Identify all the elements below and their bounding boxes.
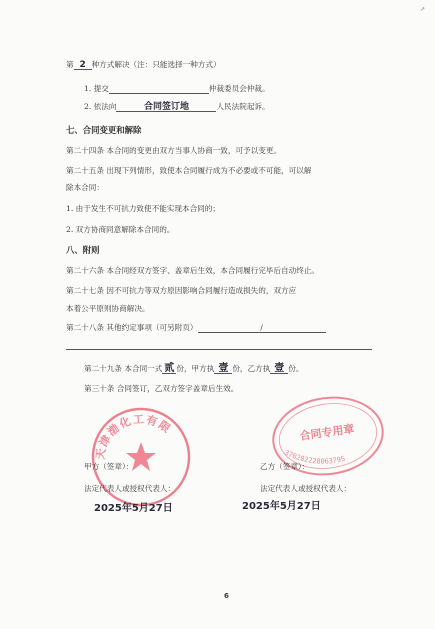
- article-27-line1: 第二十七条 因不可抗力等双方原因影响合同履行造成损失的，双方应: [66, 286, 297, 295]
- corner-mark: ↗: [420, 6, 426, 13]
- article-25-line2: 除本合同：: [66, 183, 104, 192]
- party-b-date: 2025年5月27日: [242, 501, 321, 512]
- dispute-lead-prefix: 第: [66, 60, 74, 69]
- seal-b-label: 合同专用章: [298, 422, 356, 443]
- seal-a-text: 天津渤化工有限: [93, 412, 174, 461]
- article-26: 第二十六条 本合同经双方签字、盖章后生效，本合同履行完毕后自动终止。: [66, 266, 320, 275]
- article-25-item1: 1. 由于发生不可抗力致使不能实现本合同的；: [66, 204, 220, 213]
- section7-heading: 七、合同变更和解除: [66, 125, 142, 135]
- article-29-c: 份，乙方执: [232, 364, 271, 373]
- article-28: [66, 323, 326, 333]
- party-a-label: 甲方（签章）：: [84, 462, 134, 471]
- option1-prefix: 1. 提交: [84, 84, 109, 93]
- divider-line: [66, 349, 372, 350]
- article-28-fill: /: [198, 323, 326, 333]
- option2-suffix: 人民法院起诉。: [216, 102, 270, 111]
- dispute-lead: [66, 60, 221, 70]
- article-25-item2: 2. 双方协商同意解除本合同的。: [66, 225, 175, 234]
- party-a-copies: 壹: [214, 364, 232, 374]
- option2-handwritten: 合同签订地: [116, 102, 216, 112]
- page-number: 6: [224, 592, 229, 600]
- party-b-rep-label: 法定代表人或授权代表人：: [260, 484, 352, 493]
- total-copies: 贰: [164, 363, 175, 374]
- party-b-copies: 壹: [270, 364, 288, 374]
- party-a-seal: [86, 402, 196, 512]
- party-b-label: 乙方（签章）：: [260, 462, 310, 471]
- article-27-line2: 本着公平原则协商解决。: [66, 304, 150, 313]
- party-a-rep-label: 法定代表人或授权代表人：: [84, 484, 176, 493]
- dispute-choice: 2: [74, 60, 92, 70]
- article-30: 第三十条 合同签订，乙双方签字盖章后生效。: [84, 384, 239, 393]
- option2-prefix: 2. 依法向: [84, 102, 117, 111]
- dispute-option-2: [84, 102, 270, 112]
- option1-suffix: 仲裁委员会仲裁。: [208, 84, 270, 93]
- dispute-option-1: [84, 84, 270, 94]
- option1-blank: [109, 84, 209, 94]
- party-a-date: 2025年5月27日: [94, 503, 173, 514]
- article-24: 第二十四条 本合同的变更由双方当事人协商一致，可予以变更。: [66, 146, 282, 155]
- seal-b-code: 37020222806379S: [283, 448, 346, 466]
- section8-heading: 八、附则: [66, 245, 100, 255]
- article-28-text: 第二十八条 其他约定事项（可另附页）: [66, 323, 198, 332]
- article-25-line1: 第二十五条 出现下列情形，致使本合同履行成为不必要或不可能，可以解: [66, 166, 312, 175]
- article-29: [84, 364, 303, 374]
- article-29-b: 份，甲方执: [176, 364, 215, 373]
- article-29-d: 份。: [288, 364, 304, 373]
- article-29-a: 第二十九条 本合同一式: [84, 364, 163, 373]
- dispute-lead-suffix: 种方式解决（注：只能选择一种方式）: [91, 60, 221, 69]
